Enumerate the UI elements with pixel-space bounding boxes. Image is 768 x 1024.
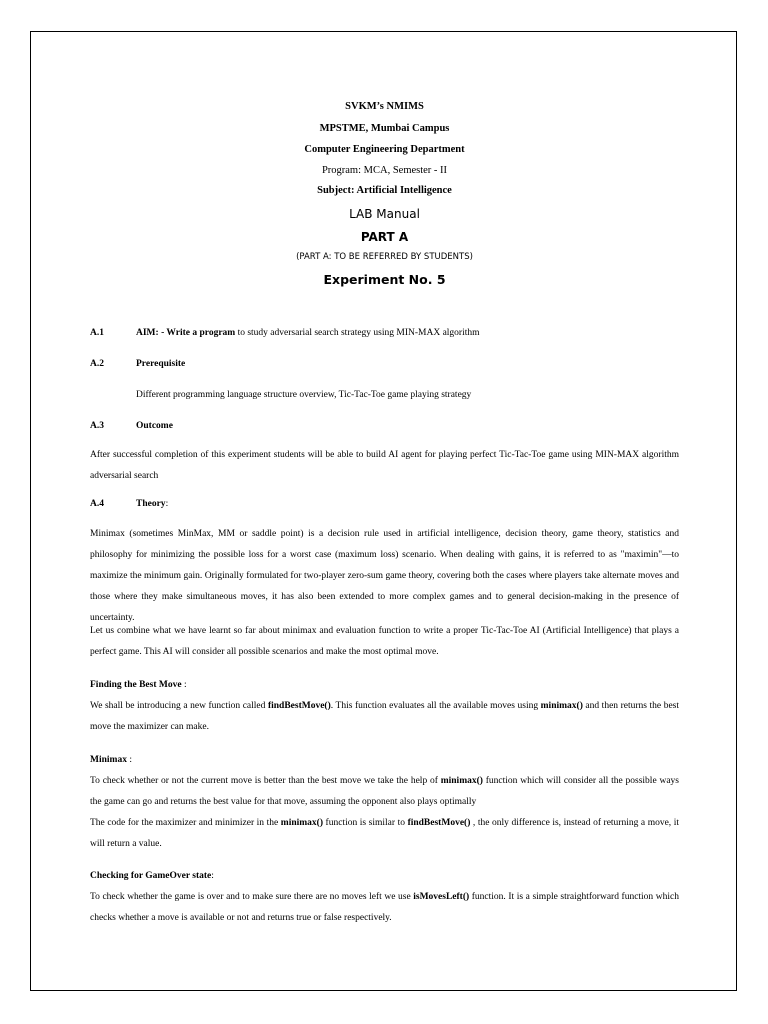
best-move-text-3: and then returns the best move the maximizer can make. xyxy=(90,701,679,732)
part-note: (PART A: TO BE REFERRED BY STUDENTS) xyxy=(296,252,473,262)
best-move-heading-line xyxy=(90,675,679,696)
minimax-text-1: To check whether or not the current move is better than the best move we take the help of xyxy=(90,776,441,786)
document-page xyxy=(30,31,737,991)
part-title: PART A xyxy=(360,230,409,244)
code-text-3: , the only difference is, instead of returning a move, it will return a value. xyxy=(90,818,680,849)
aim-text: to study adversarial search strategy using MIN-MAX algorithm xyxy=(235,328,480,338)
prerequisite-heading: Prerequisite xyxy=(136,359,186,369)
code-minimax-fn: minimax() xyxy=(280,818,323,828)
minimax-colon: : xyxy=(126,755,132,765)
best-move-text xyxy=(90,696,679,738)
best-move-text-1: We shall be introducing a new function called xyxy=(90,701,268,711)
gameover-fn: isMovesLeft() xyxy=(413,892,470,902)
best-move-heading: Finding the Best Move xyxy=(90,680,182,690)
theory-heading: Theory xyxy=(136,499,166,509)
code-best-move-fn: findBestMove() xyxy=(407,818,471,828)
theory-heading-line xyxy=(136,499,168,509)
section-number-a4: A.4 xyxy=(90,499,104,509)
program-line: Program: MCA, Semester - II xyxy=(321,165,448,176)
section-number-a1: A.1 xyxy=(90,328,104,338)
minimax-heading: Minimax xyxy=(90,755,127,765)
code-text-1: The code for the maximizer and minimizer in the xyxy=(90,818,281,828)
aim-line xyxy=(136,328,480,338)
best-move-colon: : xyxy=(181,680,187,690)
institute-name: SVKM’s NMIMS xyxy=(345,101,424,112)
prerequisite-text: Different programming language structure overview, Tic-Tac-Toe game playing strategy xyxy=(136,390,472,400)
minimax-fn: minimax() xyxy=(440,776,483,786)
gameover-heading-line xyxy=(90,866,679,887)
theory-colon: : xyxy=(165,499,169,509)
best-move-fn: findBestMove() xyxy=(267,701,331,711)
experiment-title: Experiment No. 5 xyxy=(323,272,446,287)
code-text xyxy=(90,813,679,855)
campus-name: MPSTME, Mumbai Campus xyxy=(319,123,450,134)
best-move-text-2: . This function evaluates all the available moves using xyxy=(330,701,541,711)
outcome-heading: Outcome xyxy=(136,421,173,431)
section-number-a2: A.2 xyxy=(90,359,104,369)
subject-line: Subject: Artificial Intelligence xyxy=(317,185,452,196)
minimax-section xyxy=(90,750,679,855)
code-text-2: function is similar to xyxy=(323,818,408,828)
theory-paragraph-2: Let us combine what we have learnt so far about minimax and evaluation function to write a proper Tic-Tac-Toe AI (Artificial Intelligence) that plays a perfect game. This AI will consider all possible scenarios and make the most optimal move. xyxy=(90,626,679,657)
section-number-a3: A.3 xyxy=(90,421,104,431)
gameover-text xyxy=(90,887,679,929)
minimax-text xyxy=(90,771,679,813)
theory-paragraph-1: Minimax (sometimes MinMax, MM or saddle point) is a decision rule used in artificial intelligence, decision theory, game theory, statistics and philosophy for minimizing the possible loss for a worst case (maximum loss) scenario. When dealing with gains, it is referred to as "maximin"—to maximize the minimum gain. Originally formulated for two-player zero-sum game theory, covering both the cases where players take alternate moves and those where they make simultaneous moves, it has also been extended to more complex games and to general decision-making in the presence of uncertainty. xyxy=(90,529,679,623)
outcome-text: After successful completion of this experiment students will be able to build AI agent for playing perfect Tic-Tac-Toe game using MIN-MAX algorithm adversarial search xyxy=(90,450,679,481)
minimax-heading-line xyxy=(90,750,679,771)
department-name: Computer Engineering Department xyxy=(304,144,465,155)
gameover-heading: Checking for GameOver state xyxy=(90,871,212,881)
gameover-text-2: function. It is a simple straightforward function which checks whether a move is available or not and returns true or false respectively. xyxy=(90,892,679,923)
aim-label: AIM: - Write a program xyxy=(136,328,236,338)
best-move-section xyxy=(90,675,679,738)
minimax-text-2: function which will consider all the possible ways the game can go and returns the best value for that move, assuming the opponent also plays optimally xyxy=(90,776,679,807)
lab-manual-title: LAB Manual xyxy=(349,207,420,221)
best-move-minimax-fn: minimax() xyxy=(540,701,583,711)
gameover-text-1: To check whether the game is over and to make sure there are no moves left we use xyxy=(90,892,414,902)
gameover-section xyxy=(90,866,679,929)
gameover-colon: : xyxy=(211,871,214,881)
